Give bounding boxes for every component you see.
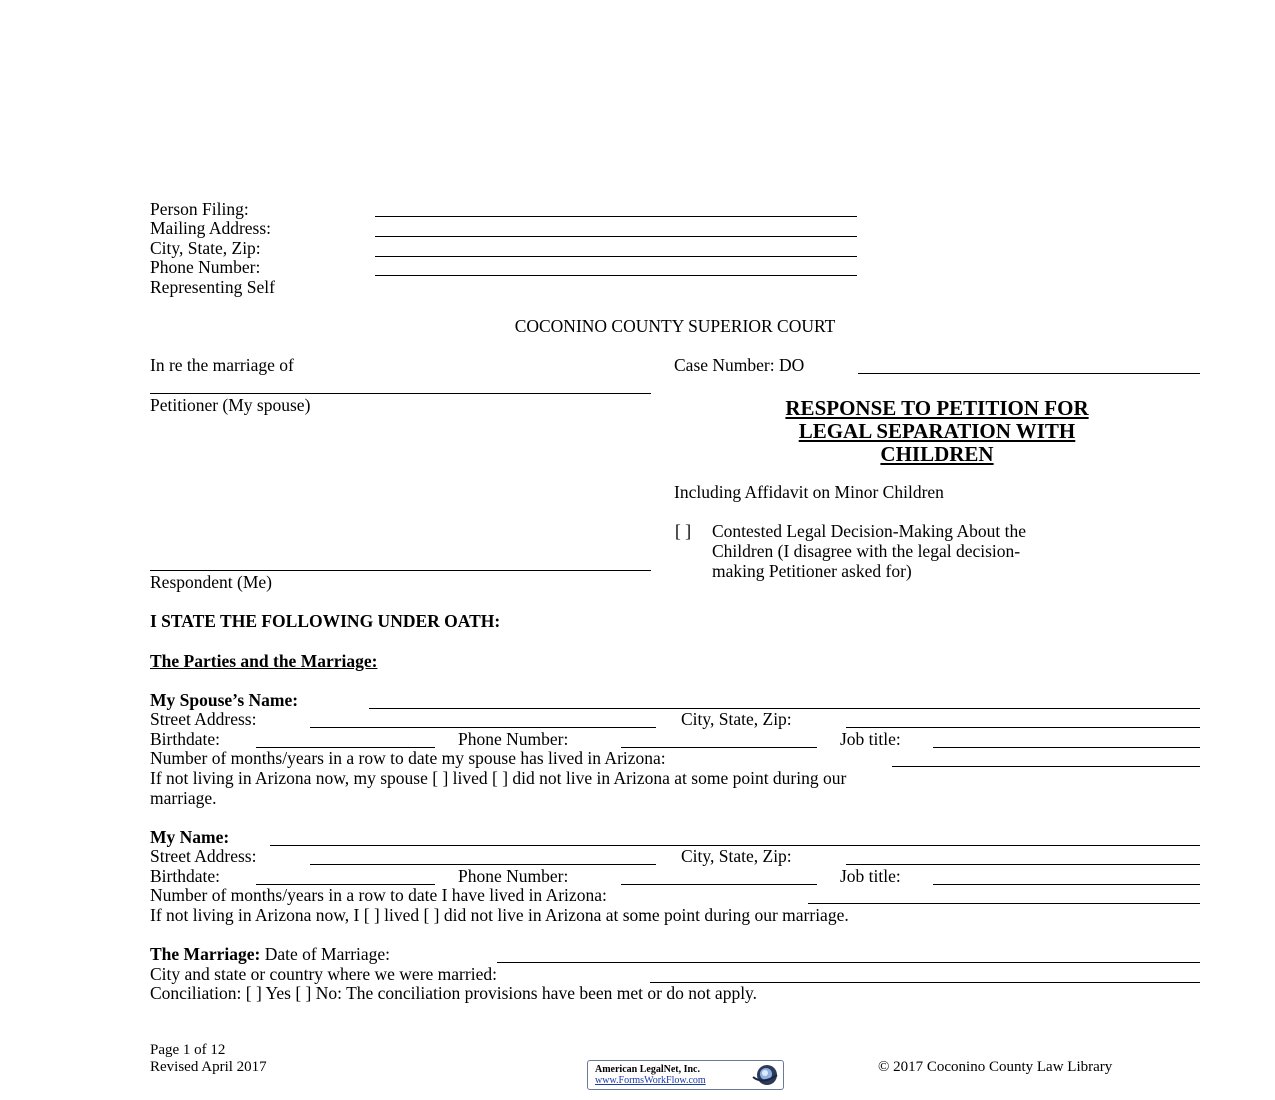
my-living-text: If not living in Arizona now, I [ ] lived [ ] did not live in Arizona at some point during our marriage. xyxy=(150,905,849,925)
title-line: RESPONSE TO PETITION FOR xyxy=(785,396,1089,420)
mailing-address-line[interactable] xyxy=(375,236,857,237)
spouse-months-line[interactable] xyxy=(892,766,1200,767)
petitioner-label: Petitioner (My spouse) xyxy=(150,395,311,415)
marriage-place-label: City and state or country where we were married: xyxy=(150,964,497,984)
petitioner-name-line[interactable] xyxy=(150,393,651,394)
my-months-line[interactable] xyxy=(808,903,1200,904)
respondent-label: Respondent (Me) xyxy=(150,572,272,592)
person-filing-line[interactable] xyxy=(375,216,857,217)
my-city-label: City, State, Zip: xyxy=(681,846,792,866)
parties-heading: The Parties and the Marriage: xyxy=(150,651,378,671)
my-name-label: My Name: xyxy=(150,827,230,847)
case-number-label: Case Number: DO xyxy=(674,355,805,375)
my-months-label: Number of months/years in a row to date I have lived in Arizona: xyxy=(150,885,607,905)
my-street-line[interactable] xyxy=(310,864,656,865)
badge-url[interactable]: www.FormsWorkFlow.com xyxy=(595,1075,706,1086)
spouse-city-label: City, State, Zip: xyxy=(681,709,792,729)
marriage-date-row xyxy=(150,945,390,965)
spouse-phone-label: Phone Number: xyxy=(458,729,569,749)
title-line: CHILDREN xyxy=(880,442,994,466)
marriage-label: The Marriage: xyxy=(150,944,261,964)
in-re-label: In re the marriage of xyxy=(150,355,294,375)
contested-text-line: Children (I disagree with the legal decision- xyxy=(712,541,1021,561)
spouse-street-label: Street Address: xyxy=(150,709,257,729)
person-filing-label: Person Filing: xyxy=(150,199,249,219)
my-phone-label: Phone Number: xyxy=(458,866,569,886)
spouse-job-label: Job title: xyxy=(840,729,901,749)
spouse-living-text-cont: marriage. xyxy=(150,788,217,808)
copyright: © 2017 Coconino County Law Library xyxy=(878,1059,1113,1075)
contested-text-line: Contested Legal Decision-Making About the xyxy=(712,521,1026,541)
globe-logo-icon xyxy=(745,1063,781,1087)
page-number: Page 1 of 12 xyxy=(150,1042,226,1058)
revised-date: Revised April 2017 xyxy=(150,1059,267,1075)
document-title xyxy=(676,397,1198,466)
my-phone-line[interactable] xyxy=(621,884,817,885)
mailing-address-label: Mailing Address: xyxy=(150,218,272,238)
marriage-date-line[interactable] xyxy=(497,962,1200,963)
spouse-living-text: If not living in Arizona now, my spouse [ ] lived [ ] did not live in Arizona at some point during our xyxy=(150,768,847,788)
my-job-line[interactable] xyxy=(933,884,1200,885)
conciliation-text: Conciliation: [ ] Yes [ ] No: The conciliation provisions have been met or do not apply. xyxy=(150,983,758,1003)
city-state-zip-line[interactable] xyxy=(375,256,857,257)
my-birthdate-label: Birthdate: xyxy=(150,866,220,886)
badge-company: American LegalNet, Inc. xyxy=(595,1064,700,1075)
spouse-city-line[interactable] xyxy=(846,727,1200,728)
my-job-label: Job title: xyxy=(840,866,901,886)
court-name: COCONINO COUNTY SUPERIOR COURT xyxy=(514,316,836,336)
spouse-name-label: My Spouse’s Name: xyxy=(150,690,299,710)
spouse-job-line[interactable] xyxy=(933,747,1200,748)
spouse-birthdate-label: Birthdate: xyxy=(150,729,220,749)
phone-number-label: Phone Number: xyxy=(150,257,261,277)
contested-checkbox[interactable]: [ ] xyxy=(675,521,692,541)
my-city-line[interactable] xyxy=(846,864,1200,865)
document-subtitle: Including Affidavit on Minor Children xyxy=(674,482,944,502)
respondent-name-line[interactable] xyxy=(150,570,651,571)
american-legalnet-badge[interactable] xyxy=(587,1060,784,1090)
marriage-date-label: Date of Marriage: xyxy=(264,944,391,964)
title-line: LEGAL SEPARATION WITH xyxy=(798,419,1076,443)
representing-self: Representing Self xyxy=(150,277,275,297)
my-street-label: Street Address: xyxy=(150,846,257,866)
spouse-street-line[interactable] xyxy=(310,727,656,728)
case-number-line[interactable] xyxy=(858,373,1200,374)
contested-text-line: making Petitioner asked for) xyxy=(712,561,912,581)
city-state-zip-label: City, State, Zip: xyxy=(150,238,261,258)
phone-number-line[interactable] xyxy=(375,275,857,276)
oath-heading: I STATE THE FOLLOWING UNDER OATH: xyxy=(150,611,501,631)
spouse-months-label: Number of months/years in a row to date my spouse has lived in Arizona: xyxy=(150,748,666,768)
